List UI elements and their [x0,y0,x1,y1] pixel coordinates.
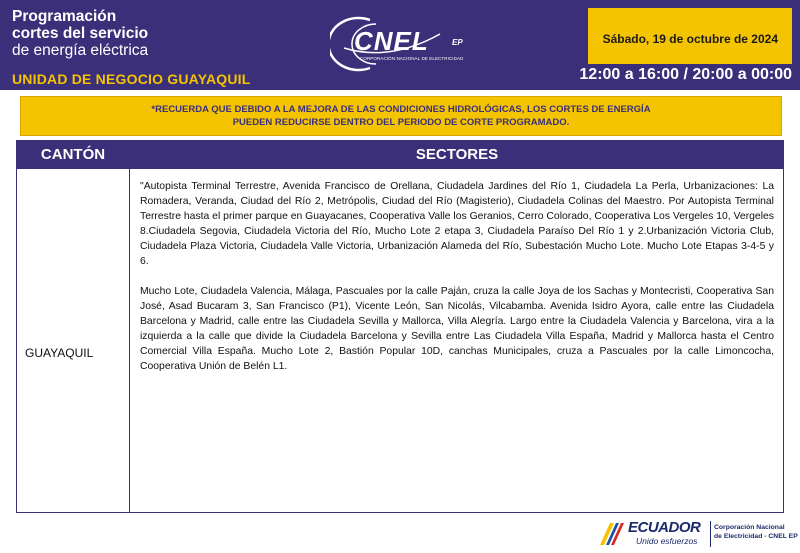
table-cell-sectores [140,179,774,374]
cnel-logo-ep: EP [452,38,463,47]
corp-line-1: Corporación Nacional [714,524,785,531]
sectores-paragraph-2: Mucho Lote, Ciudadela Valencia, Málaga, Pascuales por la calle Paján, cruza la calle Joya de los Sachas y Montecristi, Cooperativa San José, Asad Bucaram 3, San Francisco (P1), Vicente León, San Nicolás, Vilcabamba. Avenida Isidro Ayora, calle entre las Ciudadela Barcelona y Madrid, calle entre las Ciudadela Sevilla y Mallorca, Villa Alegría. Largo entre la Ciudadela Valencia y Barcelona, vira a la izquierda a la calle que divide la Ciudadela Barcelona y Sevilla entre Las Ciudadela Villa España, Madrid y Mallorca hasta el Centro Comercial Villa España. Mucho Lote 2, Bastión Popular 10D, canchas Municipales, cruza a Pascuales por la calle Limoncocha, Cooperativa Unión de Belén L1. [140,286,774,372]
sectores-paragraph-1: "Autopista Terminal Terrestre, Avenida Francisco de Orellana, Ciudadela Jardines del Río 1, Ciudadela La Perla, Urbanizaciones: La Romadera, Veranda, Ciudad del Río 2, Metrópolis, Ciudad del Río (Magisterio), Ciudadela Colinas del Maestro. Por Autopista Terminal Terrestre hasta el primer parque en Guayacanes, Cooperativa Valle los Geranios, Cerro Colorado, Cooperativa Los Vergeles 10, Vergeles 8.Ciudadela Segovia, Ciudadela Victoria del Río, Mucho Lote 2 etapa 3, Ciudadela Paraíso Del Río 1 y 2.Urbanización Victoria Club, Ciudadela Plaza Victoria, Ciudadela Valle Victoria, Urbanización Alameda del Río, Subestación Mucho Lote. Mucho Lote Etapas 3-4-5 y 6. [140,181,774,267]
footer-divider [710,521,711,547]
header-banner [0,0,800,90]
date-text: Sábado, 19 de octubre de 2024 [602,32,778,46]
ecuador-stripes-icon [598,519,626,547]
corp-name [714,523,800,541]
business-unit-label: UNIDAD DE NEGOCIO GUAYAQUIL [12,71,251,87]
outage-table [16,140,784,513]
ecuador-word: ECUADOR [628,519,701,536]
page-title [12,8,182,59]
title-line-2: cortes del servicio [12,25,149,42]
notice-banner [20,96,782,136]
notice-line-1: *RECUERDA QUE DEBIDO A LA MEJORA DE LAS CONDICIONES HIDROLÓGICAS, LOS CORTES DE ENERGÍA [151,104,651,115]
title-line-3: de energía eléctrica [12,42,149,59]
cnel-logo-subtitle: CORPORACIÓN NACIONAL DE ELECTRICIDAD [360,56,464,61]
table-cell-canton: GUAYAQUIL [25,346,94,360]
notice-line-2: PUEDEN REDUCIRSE DENTRO DEL PERIODO DE CORTE PROGRAMADO. [232,117,570,128]
column-divider [129,141,130,512]
cnel-logo [330,12,490,74]
column-header-sectores: SECTORES [130,141,784,169]
corp-line-2: de Electricidad - CNEL EP [714,533,798,540]
cnel-logo-word: CNEL [354,26,429,56]
date-badge [588,8,792,64]
ecuador-tagline: Unido esfuerzos [636,536,698,546]
ecuador-footer-logo [598,517,798,551]
column-header-canton: CANTÓN [17,141,129,169]
title-line-1: Programación [12,8,117,25]
schedule-time: 12:00 a 16:00 / 20:00 a 00:00 [579,66,792,83]
